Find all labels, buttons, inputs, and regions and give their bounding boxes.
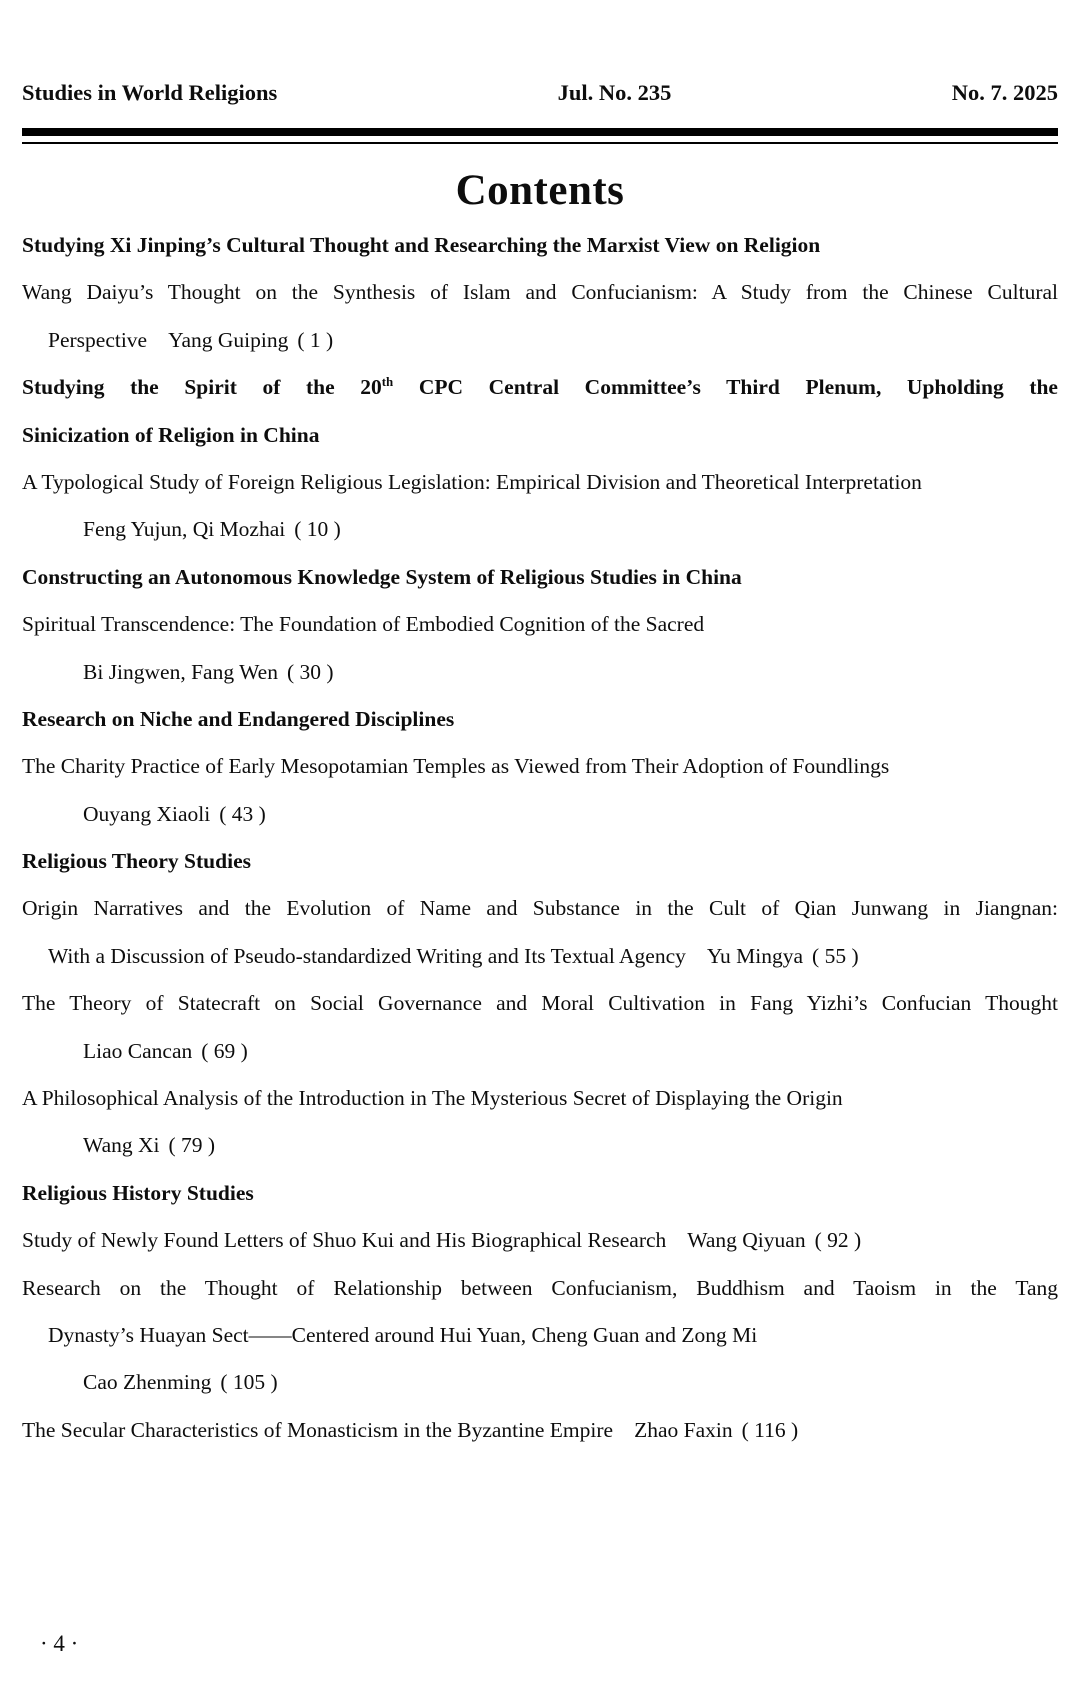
entry-leader-line [22,933,1058,980]
entry-page-number: ( 55 ) [812,943,859,968]
entry-author: Wang Xi [83,1133,160,1158]
issue-number: No. 7. 2025 [951,80,1058,105]
entry-page-number: ( 69 ) [201,1038,248,1063]
header-rule-thin [22,142,1058,144]
issue-label: Jul. No. 235 [557,80,672,105]
entry-leader-line [22,1217,1058,1264]
entry-title-line: Wang Daiyu’s Thought on the Synthesis of Islam and Confucianism: A Study from the Chinese Cultural [22,280,1058,305]
entry-leader-line [22,1028,1058,1075]
entry-leader-line [22,1407,1058,1454]
entry-title-continuation: Dynasty’s Huayan Sect——Centered around Hui Yuan, Cheng Guan and Zong Mi [48,1322,758,1347]
entry-title-line: Research on the Thought of Relationship between Confucianism, Buddhism and Taoism in the Tang [22,1275,1058,1300]
ordinal-superscript: th [381,375,394,390]
entry-author: Yang Guiping [168,327,289,352]
entry-author: Ouyang Xiaoli [83,801,211,826]
entry-leader-line [22,1359,1058,1406]
section-heading [22,364,1058,411]
entry-page-number: ( 92 ) [814,1228,862,1253]
entry-title-line: A Typological Study of Foreign Religious Legislation: Empirical Division and Theoretical Interpretation [22,469,922,494]
header-rule-thick [22,128,1058,136]
entry-title-continuation: With a Discussion of Pseudo-standardized Writing and Its Textual Agency [48,943,686,968]
entry-page-number: ( 116 ) [741,1417,799,1442]
entry-title-line: Origin Narratives and the Evolution of Name and Substance in the Cult of Qian Junwang in Jiangnan: [22,896,1058,921]
folio-page-number: · 4 · [40,1631,79,1656]
entry-title-line: Spiritual Transcendence: The Foundation of Embodied Cognition of the Sacred [22,612,705,637]
entry-page-number: ( 1 ) [297,327,334,352]
section-heading: Religious History Studies [22,1180,254,1205]
entry-title-line: Study of Newly Found Letters of Shuo Kui and His Biographical Research [22,1228,667,1253]
entry-title-line: A Philosophical Analysis of the Introduction in The Mysterious Secret of Displaying the Origin [22,1086,843,1111]
entry-title-continuation: Perspective [48,327,148,352]
entry-author: Cao Zhenming [83,1370,212,1395]
entry-title-line: The Secular Characteristics of Monasticism in the Byzantine Empire [22,1417,614,1442]
entry-page-number: ( 30 ) [286,659,334,684]
heading-text: Studying the Spirit of the 20 [22,375,382,400]
entry-author: Wang Qiyuan [687,1228,806,1253]
entry-leader-line [22,791,1058,838]
section-heading: Constructing an Autonomous Knowledge System of Religious Studies in China [22,564,742,589]
entry-leader-line [22,1122,1058,1169]
entry-leader-line [22,649,1058,696]
running-head [22,80,1058,106]
entry-page-number: ( 43 ) [219,801,266,826]
entry-title-line: The Theory of Statecraft on Social Governance and Moral Cultivation in Fang Yizhi’s Confucian Thought [22,991,1058,1016]
entry-author: Feng Yujun, Qi Mozhai [83,517,286,542]
entry-title-line: The Charity Practice of Early Mesopotamian Temples as Viewed from Their Adoption of Foundlings [22,754,890,779]
heading-text: CPC Central Committee’s Third Plenum, Upholding the [393,375,1058,400]
section-heading: Religious Theory Studies [22,849,251,874]
section-heading: Research on Niche and Endangered Disciplines [22,706,455,731]
entry-leader-line [22,506,1058,553]
section-heading-continuation: Sinicization of Religion in China [22,422,320,447]
entry-page-number: ( 10 ) [294,517,341,542]
journal-title: Studies in World Religions [22,80,278,105]
entry-author: Zhao Faxin [634,1417,733,1442]
entry-page-number: ( 105 ) [220,1370,278,1395]
table-of-contents [22,222,1058,1454]
entry-author: Bi Jingwen, Fang Wen [83,659,278,684]
section-heading: Studying Xi Jinping’s Cultural Thought and Researching the Marxist View on Religion [22,233,821,257]
entry-page-number: ( 79 ) [168,1133,216,1158]
entry-leader-line [22,317,1058,364]
entry-author: Liao Cancan [83,1038,193,1063]
entry-author: Yu Mingya [706,943,804,968]
page-title: Contents [455,167,625,214]
